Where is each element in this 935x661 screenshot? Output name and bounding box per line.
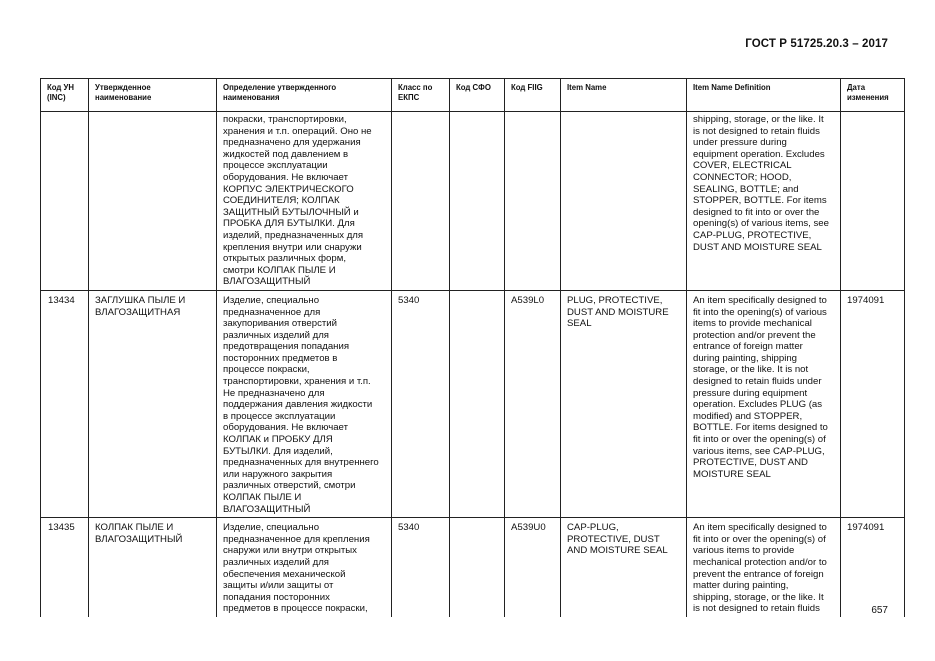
cell-fiig: [505, 112, 561, 291]
cell-item-name: [561, 112, 687, 291]
cell-definition-ru: покраски, транспортировки, хранения и т.п. операций. Оно не предназначено для удержания жидкостей под давлением в процессе эксплуатации оборудования. Не включает КОРПУС ЭЛЕКТРИЧЕСКОГО СОЕДИНИТЕЛЯ; КОЛПАК ЗАЩИТНЫЙ БУТЫЛОЧНЫЙ и ПРОБКА ДЛЯ БУТЫЛКИ. Для изделий, предназначенных для крепления внутри или снаружи открытых различных форм, смотри КОЛПАК ПЫЛЕ И ВЛАГОЗАЩИТНЫЙ: [217, 112, 392, 291]
cell-item-name: PLUG, PROTECTIVE, DUST AND MOISTURE SEAL: [561, 290, 687, 517]
cell-item-name-definition: shipping, storage, or the like. It is not designed to retain fluids under pressure during equipment operation. Excludes COVER, ELECTRICAL CONNECTOR; HOOD, SEALING, BOTTLE; and STOPPER, BOTTLE. For items designed to fit into or over the opening(s) of various items, see CAP-PLUG, PROTECTIVE, DUST AND MOISTURE SEAL: [687, 112, 841, 291]
page-number: 657: [871, 605, 888, 616]
cell-class: [392, 112, 450, 291]
table-header-row: [41, 79, 905, 112]
column-header-class: Класс по ЕКПС: [392, 79, 450, 112]
column-header-approved-name: Утвержденное наименование: [89, 79, 217, 112]
cell-definition-ru: Изделие, специально предназначенное для закупоривания отверстий различных изделий для предотвращения попадания посторонних предметов в процессе покраски, транспортировки, хранения и т.п. Не предназначено для поддержания давления жидкости в процессе эксплуатации оборудования. Не включает КОЛПАК и ПРОБКУ ДЛЯ БУТЫЛКИ. Для изделий, предназначенных для внутреннего или наружного закрытия различных отверстий, смотри КОЛПАК ПЫЛЕ И ВЛАГОЗАЩИТНЫЙ: [217, 290, 392, 517]
table-row: [41, 112, 905, 291]
cell-sfo: [450, 518, 505, 617]
cell-fiig: A539U0: [505, 518, 561, 617]
column-header-definition-ru: Определение утвержденного наименования: [217, 79, 392, 112]
cell-approved-name: [89, 112, 217, 291]
cell-date: 1974091: [841, 290, 905, 517]
cell-approved-name: КОЛПАК ПЫЛЕ И ВЛАГОЗАЩИТНЫЙ: [89, 518, 217, 617]
cell-item-name-definition: An item specifically designed to fit into or over the opening(s) of various items to provide mechanical protection and/or to prevent the entrance of foreign matter during painting, shipping, storage, or the like. It is not designed to retain fluids: [687, 518, 841, 617]
column-header-fiig: Код FIIG: [505, 79, 561, 112]
cell-sfo: [450, 112, 505, 291]
table-row: [41, 518, 905, 617]
cell-date: 1974091: [841, 518, 905, 617]
cell-class: 5340: [392, 518, 450, 617]
column-header-item-name: Item Name: [561, 79, 687, 112]
cell-definition-ru: Изделие, специально предназначенное для крепления снаружи или внутри открытых различных изделий для обеспечения механической защиты и/или защиты от попадания посторонних предметов в процессе покраски,: [217, 518, 392, 617]
cell-date: [841, 112, 905, 291]
cell-sfo: [450, 290, 505, 517]
column-header-inc: Код УН (INC): [41, 79, 89, 112]
nomenclature-table: [40, 78, 905, 617]
cell-inc: [41, 112, 89, 291]
table-row: [41, 290, 905, 517]
cell-inc: 13435: [41, 518, 89, 617]
column-header-sfo: Код СФО: [450, 79, 505, 112]
cell-approved-name: ЗАГЛУШКА ПЫЛЕ И ВЛАГОЗАЩИТНАЯ: [89, 290, 217, 517]
cell-fiig: A539L0: [505, 290, 561, 517]
cell-item-name-definition: An item specifically designed to fit into the opening(s) of various items to provide mechanical protection and/or prevent the entrance of foreign matter during painting, shipping storage, or the like. It is not designed to retain fluids under pressure during equipment operation. Excludes PLUG (as modified) and STOPPER, BOTTLE. For items designed to fit into or over the opening(s) of various items, see CAP-PLUG, PROTECTIVE, DUST AND MOISTURE SEAL: [687, 290, 841, 517]
cell-item-name: CAP-PLUG, PROTECTIVE, DUST AND MOISTURE SEAL: [561, 518, 687, 617]
document-standard-header: ГОСТ Р 51725.20.3 – 2017: [745, 38, 888, 50]
column-header-date: Дата изменения: [841, 79, 905, 112]
cell-inc: 13434: [41, 290, 89, 517]
column-header-item-name-definition: Item Name Definition: [687, 79, 841, 112]
cell-class: 5340: [392, 290, 450, 517]
